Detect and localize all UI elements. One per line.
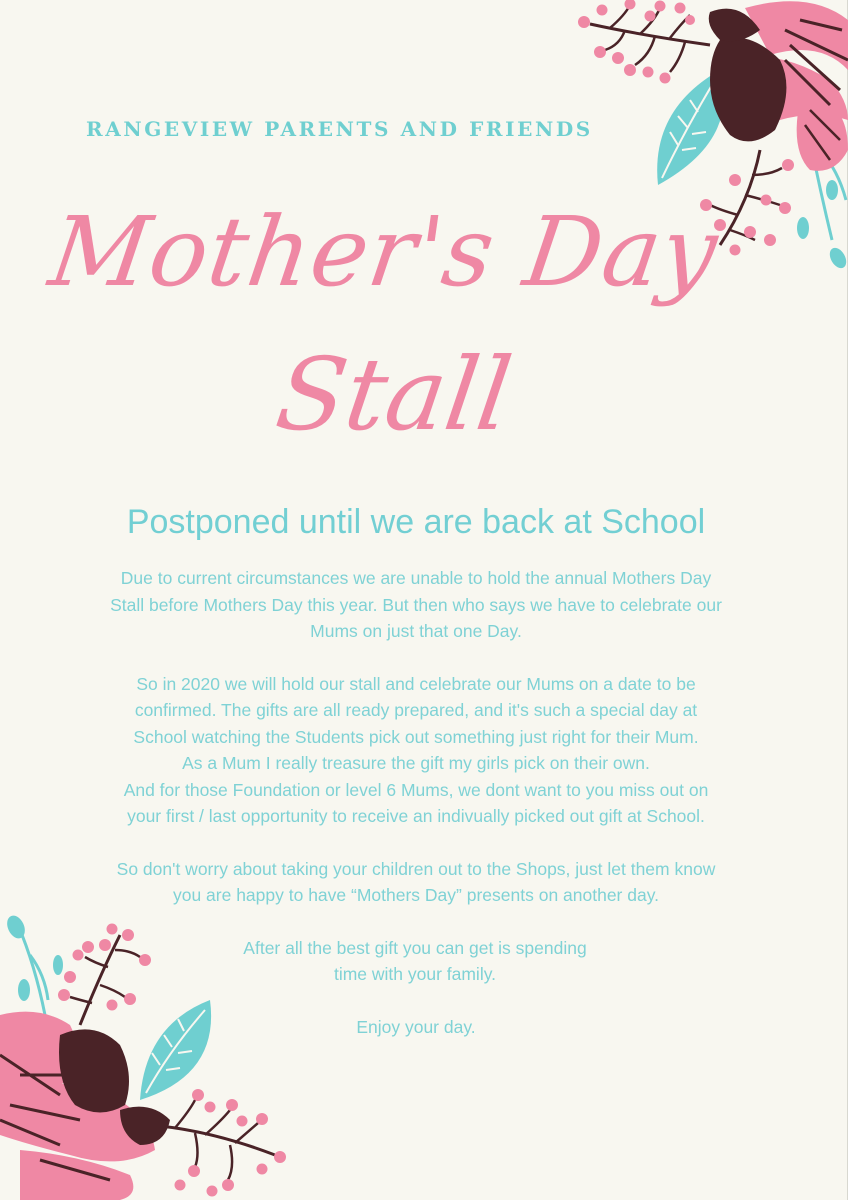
text-line: And for those Foundation or level 6 Mums, we dont want to you miss out on — [123, 779, 709, 800]
page-title-line-1: Mother's Day — [43, 196, 725, 308]
text-line: School watching the Students pick out something just right for their Mum. — [133, 726, 699, 747]
paragraph-shops — [20, 856, 812, 909]
text-line: Mums on just that one Day. — [310, 621, 522, 641]
text-line: So in 2020 we will hold our stall and celebrate our Mums on a date to be — [136, 673, 696, 694]
text-line: your first / last opportunity to receive an indivually picked out gift at School. — [127, 806, 705, 826]
paragraph-enjoy — [20, 1014, 812, 1041]
text-line: As a Mum I really treasure the gift my girls pick on their own. — [182, 753, 650, 773]
text-line: So don't worry about taking your children out to the Shops, just let them know — [116, 858, 716, 879]
announcement-body — [20, 565, 812, 1066]
page-title-line-2: Stall — [269, 336, 519, 453]
text-line: Due to current circumstances we are unable to hold the annual Mothers Day — [120, 568, 712, 588]
postponed-subtitle: Postponed until we are back at School — [126, 503, 706, 541]
paragraph-2020-stall — [20, 671, 812, 830]
text-line: confirmed. The gifts are all ready prepared, and it's such a special day at — [134, 700, 698, 720]
organization-heading: RANGEVIEW PARENTS AND FRIENDS — [86, 117, 593, 141]
text-line: you are happy to have “Mothers Day” presents on another day. — [172, 885, 660, 905]
paragraph-circumstances — [20, 565, 812, 645]
text-line: Stall before Mothers Day this year. But then who says we have to celebrate our — [110, 594, 722, 615]
text-line: Enjoy your day. — [356, 1016, 476, 1037]
text-line: After all the best gift you can get is spending — [243, 937, 587, 958]
paragraph-best-gift — [18, 935, 812, 988]
text-line: time with your family. — [333, 964, 497, 984]
